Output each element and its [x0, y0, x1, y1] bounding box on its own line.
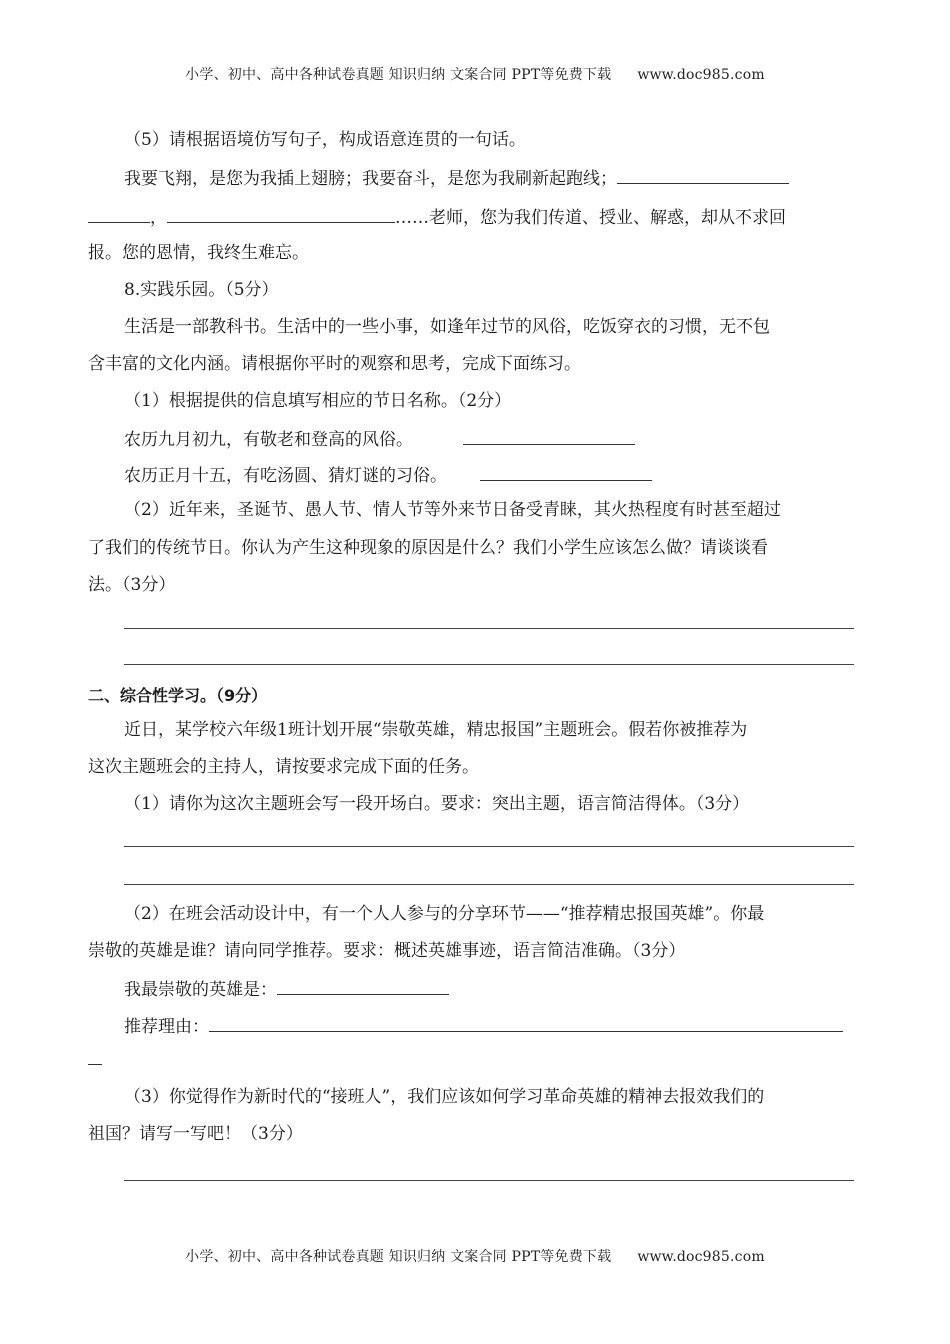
q8-intro2: 含丰富的文化内涵。请根据你平时的观察和思考，完成下面练习。 — [88, 354, 581, 374]
reason-blank[interactable] — [209, 1013, 843, 1032]
q8-sub2-line2: 了我们的传统节日。你认为产生这种现象的原因是什么？我们小学生应该怎么做？请谈谈看 — [88, 538, 768, 558]
q8-item1 — [124, 426, 868, 452]
q5-line2 — [88, 204, 868, 230]
page-footer — [0, 1246, 950, 1266]
section2-intro1: 近日，某学校六年级1班计划开展“崇敬英雄，精忠报国”主题班会。假若你被推荐为 — [124, 720, 748, 740]
q8-sub1: （1）根据提供的信息填写相应的节日名称。（2分） — [124, 391, 512, 411]
header-text: 小学、初中、高中各种试卷真题 知识归纳 文案合同 PPT等免费下载 — [185, 67, 612, 83]
answer-line[interactable] — [124, 628, 854, 629]
q5-line1-text: 我要飞翔，是您为我插上翅膀；我要奋斗，是您为我刷新起跑线； — [124, 169, 617, 189]
section2-q2-line2: 崇敬的英雄是谁？请向同学推荐。要求：概述英雄事迹，语言简洁准确。（3分） — [88, 941, 686, 961]
q8-intro1: 生活是一部教科书。生活中的一些小事，如逢年过节的风俗，吃饭穿衣的习惯，无不包 — [124, 317, 770, 337]
section2-title: 二、综合性学习。（9分） — [88, 686, 268, 705]
q8-sub2-line1: （2）近年来，圣诞节、愚人节、情人节等外来节日备受青睐，其火热程度有时甚至超过 — [124, 500, 781, 520]
reason-row — [124, 1013, 868, 1039]
answer-blank[interactable] — [617, 165, 789, 184]
section2-intro2: 这次主题班会的主持人，请按要求完成下面的任务。 — [88, 757, 479, 777]
q8-title: 8.实践乐园。（5分） — [124, 280, 279, 300]
footer-text: 小学、初中、高中各种试卷真题 知识归纳 文案合同 PPT等免费下载 — [185, 1249, 612, 1265]
header-site: www.doc985.com — [637, 67, 765, 83]
reason-blank-tail[interactable] — [88, 1050, 102, 1065]
q8-sub2-line3: 法。（3分） — [88, 575, 176, 595]
hero-blank[interactable] — [277, 976, 449, 995]
q5-line2-tail: ……老师，您为我们传道、授业、解惑，却从不求回 — [395, 208, 786, 228]
answer-blank[interactable] — [480, 462, 652, 481]
footer-site: www.doc985.com — [637, 1249, 765, 1265]
section2-q1: （1）请你为这次主题班会写一段开场白。要求：突出主题，语言简洁得体。（3分） — [124, 794, 750, 814]
q5-line1 — [124, 165, 868, 191]
page-header — [0, 64, 950, 84]
answer-line[interactable] — [124, 664, 854, 665]
section2-q2-line1: （2）在班会活动设计中，有一个人人参与的分享环节——“推荐精忠报国英雄”。你最 — [124, 904, 765, 924]
answer-blank[interactable] — [463, 426, 635, 445]
hero-label: 我最崇敬的英雄是： — [124, 980, 277, 1000]
q5-line3: 报。您的恩情，我终生难忘。 — [88, 243, 309, 263]
section2-q3-line2: 祖国？请写一写吧！（3分） — [88, 1124, 303, 1144]
q5-prompt: （5）请根据语境仿写句子，构成语意连贯的一句话。 — [124, 130, 526, 150]
section2-q3-line1: （3）你觉得作为新时代的“接班人”，我们应该如何学习革命英雄的精神去报效我们的 — [124, 1087, 765, 1107]
reason-label: 推荐理由： — [124, 1017, 209, 1037]
q5-comma: ， — [150, 208, 167, 228]
q8-item2-text: 农历正月十五，有吃汤圆、猜灯谜的习俗。 — [124, 466, 447, 486]
answer-line[interactable] — [124, 1180, 854, 1181]
hero-row — [124, 976, 868, 1002]
answer-line[interactable] — [124, 884, 854, 885]
q8-item1-text: 农历九月初九，有敬老和登高的风俗。 — [124, 430, 413, 450]
q8-item2 — [124, 462, 868, 488]
answer-line[interactable] — [124, 846, 854, 847]
reason-row-continued — [88, 1048, 868, 1072]
answer-blank[interactable] — [88, 204, 150, 223]
answer-blank[interactable] — [167, 204, 395, 223]
